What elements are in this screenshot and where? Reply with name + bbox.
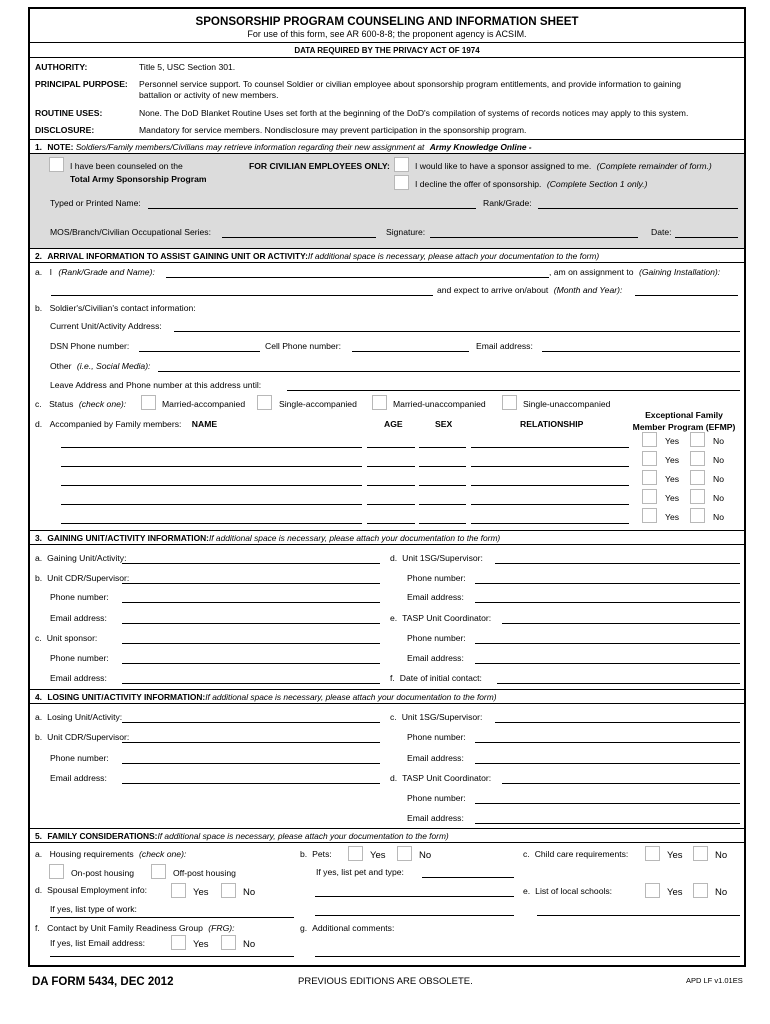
efmp-no-checkbox[interactable] <box>690 451 705 466</box>
efmp-yes-checkbox[interactable] <box>642 489 657 504</box>
s3-tasp-field[interactable] <box>502 623 740 624</box>
s3-sponsor: Unit sponsor: <box>46 633 98 643</box>
spouse-no: No <box>243 887 256 898</box>
s3-cdr-email-field[interactable] <box>122 623 380 624</box>
purpose-text-2: battalion or activity of new members. <box>139 90 279 100</box>
counseled-text: I have been counseled on the <box>70 161 183 171</box>
family-sex-field[interactable] <box>419 447 466 448</box>
schools-yes-checkbox[interactable] <box>645 883 660 898</box>
s2-rank-name-field[interactable] <box>166 277 549 278</box>
mos-field[interactable] <box>222 237 376 238</box>
want-sponsor-text: I would like to have a sponsor assigned to me. <box>415 161 592 171</box>
s4-cdr-email-field[interactable] <box>122 783 380 784</box>
s4-cdr-phone: Phone number: <box>50 753 109 763</box>
frg-no: No <box>243 939 256 950</box>
name-label: Typed or Printed Name: <box>50 198 141 208</box>
accompanied-label: Accompanied by Family members: <box>49 419 182 429</box>
s4-d: d. <box>390 773 398 783</box>
schools-field[interactable] <box>537 915 740 916</box>
s3-tasp-phone-field[interactable] <box>475 643 740 644</box>
rank-field[interactable] <box>538 208 738 209</box>
efmp-yes-checkbox[interactable] <box>642 451 657 466</box>
status-married-unaccompanied-checkbox[interactable] <box>372 395 387 410</box>
col-name: NAME <box>191 419 218 429</box>
privacy-heading: DATA REQUIRED BY THE PRIVACY ACT OF 1974 <box>294 46 480 55</box>
pets-no: No <box>419 850 432 861</box>
s2-b-label: b. <box>35 303 43 313</box>
frg-no-checkbox[interactable] <box>221 935 236 950</box>
email-label: Email address: <box>476 341 533 351</box>
s4-cdr-email: Email address: <box>50 773 107 783</box>
s5-f: f. <box>35 923 40 933</box>
col-relationship: RELATIONSHIP <box>520 419 584 429</box>
efmp-no-checkbox[interactable] <box>690 508 705 523</box>
efmp-heading-1: Exceptional Family <box>645 410 723 420</box>
current-unit-field[interactable] <box>174 331 740 332</box>
disclosure-text: Mandatory for service members. Nondisclosure may prevent participation in the sponsorship program. <box>139 125 527 135</box>
s3-b: b. <box>35 573 43 583</box>
s4-tasp: TASP Unit Coordinator: <box>402 773 492 783</box>
s3-cdr: Unit CDR/Supervisor: <box>47 573 130 583</box>
authority-label: AUTHORITY: <box>35 62 88 72</box>
s5-b: b. <box>300 849 308 859</box>
want-sponsor-checkbox[interactable] <box>394 157 409 172</box>
leave-field[interactable] <box>287 390 740 391</box>
purpose-label: PRINCIPAL PURPOSE: <box>35 79 128 89</box>
pets-no-checkbox[interactable] <box>397 846 412 861</box>
child-care-label: Child care requirements: <box>534 849 629 859</box>
s4-1sg-phone-field[interactable] <box>475 742 740 743</box>
s3-title-note: If additional space is necessary, please attach your documentation to the form) <box>208 533 501 543</box>
date-label: Date: <box>651 227 672 237</box>
s5-a: a. <box>35 849 43 859</box>
s3-gaining-unit-field[interactable] <box>122 563 380 564</box>
pets-yes-checkbox[interactable] <box>348 846 363 861</box>
status-single-unaccompanied: Single-unaccompanied <box>523 399 611 409</box>
s2-a-arrive: and expect to arrive on/about <box>437 285 549 295</box>
s4-tasp-field[interactable] <box>502 783 740 784</box>
schools-no-checkbox[interactable] <box>693 883 708 898</box>
s5-e: e. <box>523 886 531 896</box>
obsolete-notice: PREVIOUS EDITIONS ARE OBSOLETE. <box>298 976 473 987</box>
s3-c: c. <box>35 633 42 643</box>
efmp-no-label: No <box>713 493 724 503</box>
family-sex-field[interactable] <box>419 485 466 486</box>
decline-text: I decline the offer of sponsorship. <box>415 179 542 189</box>
frg-abbr: (FRG): <box>208 923 235 933</box>
s4-losing-unit: Losing Unit/Activity: <box>47 712 123 722</box>
child-care-yes: Yes <box>667 850 683 861</box>
efmp-no-label: No <box>713 474 724 484</box>
name-field[interactable] <box>148 208 476 209</box>
other-field[interactable] <box>158 371 740 372</box>
mos-label: MOS/Branch/Civilian Occupational Series: <box>50 227 211 237</box>
s3-f: f. <box>390 673 395 683</box>
on-post-label: On-post housing <box>71 868 135 878</box>
dsn-field[interactable] <box>139 351 260 352</box>
frg-yes-checkbox[interactable] <box>171 935 186 950</box>
form-title: SPONSORSHIP PROGRAM COUNSELING AND INFORMATION SHEET <box>195 15 579 28</box>
family-relationship-field[interactable] <box>471 485 629 486</box>
s3-contact-date-field[interactable] <box>497 683 740 684</box>
off-post-label: Off-post housing <box>173 868 236 878</box>
s3-1sg: Unit 1SG/Supervisor: <box>402 553 483 563</box>
family-relationship-field[interactable] <box>471 523 629 524</box>
s4-title: LOSING UNIT/ACTIVITY INFORMATION: <box>47 692 206 702</box>
efmp-heading-2: Member Program (EFMP) <box>632 422 736 432</box>
family-name-field[interactable] <box>61 485 362 486</box>
efmp-no-checkbox[interactable] <box>690 470 705 485</box>
s3-1sg-field[interactable] <box>495 563 740 564</box>
date-field[interactable] <box>675 237 738 238</box>
on-post-checkbox[interactable] <box>49 864 64 879</box>
comments-label: Additional comments: <box>312 923 395 933</box>
s4-b: b. <box>35 732 43 742</box>
efmp-no-label: No <box>713 455 724 465</box>
family-sex-field[interactable] <box>419 466 466 467</box>
child-care-yes-checkbox[interactable] <box>645 846 660 861</box>
s3-tasp-email-field[interactable] <box>475 663 740 664</box>
family-age-field[interactable] <box>367 466 415 467</box>
efmp-yes-label: Yes <box>665 455 680 465</box>
work-list-field[interactable] <box>50 917 294 918</box>
decline-note: (Complete Section 1 only.) <box>546 179 648 189</box>
status-label: Status <box>49 399 74 409</box>
form-page <box>28 7 746 967</box>
routine-text: None. The DoD Blanket Routine Uses set forth at the beginning of the DoD's compilation of systems of records notices may apply to this system. <box>139 108 689 118</box>
email-field[interactable] <box>542 351 740 352</box>
spouse-yes: Yes <box>193 887 209 898</box>
form-id: DA FORM 5434, DEC 2012 <box>32 976 174 988</box>
efmp-yes-checkbox[interactable] <box>642 508 657 523</box>
s5-g: g. <box>300 923 308 933</box>
frg-yes: Yes <box>193 939 209 950</box>
authority-text: Title 5, USC Section 301. <box>139 62 236 72</box>
s3-cdr-email: Email address: <box>50 613 107 623</box>
program-text: Total Army Sponsorship Program <box>70 174 207 184</box>
pets-yes: Yes <box>370 850 386 861</box>
schools-label: List of local schools: <box>535 886 613 896</box>
status-check-one: (check one): <box>78 399 127 409</box>
pets-list-field-2[interactable] <box>315 896 514 897</box>
s3-1sg-email: Email address: <box>407 592 464 602</box>
housing-label: Housing requirements <box>49 849 134 859</box>
col-sex: SEX <box>435 419 453 429</box>
work-list-label: If yes, list type of work: <box>50 904 137 914</box>
s3-cdr-field[interactable] <box>122 583 380 584</box>
spouse-yes-checkbox[interactable] <box>171 883 186 898</box>
s4-tasp-email-field[interactable] <box>475 823 740 824</box>
s3-tasp: TASP Unit Coordinator: <box>402 613 492 623</box>
family-relationship-field[interactable] <box>471 466 629 467</box>
s3-1sg-phone-field[interactable] <box>475 583 740 584</box>
counseled-checkbox[interactable] <box>49 157 64 172</box>
schools-no: No <box>715 887 728 898</box>
efmp-yes-label: Yes <box>665 512 680 522</box>
cell-label: Cell Phone number: <box>265 341 341 351</box>
frg-email-label: If yes, list Email address: <box>50 938 146 948</box>
s4-1sg-field[interactable] <box>495 722 740 723</box>
family-age-field[interactable] <box>367 523 415 524</box>
s5-d: d. <box>35 885 43 895</box>
family-name-field[interactable] <box>61 504 362 505</box>
s3-d: d. <box>390 553 398 563</box>
s5-title-note: If additional space is necessary, please attach your documentation to the form) <box>157 831 449 841</box>
routine-label: ROUTINE USES: <box>35 108 103 118</box>
efmp-no-checkbox[interactable] <box>690 489 705 504</box>
s3-sponsor-phone: Phone number: <box>50 653 109 663</box>
s2-b-text: Soldier's/Civilian's contact information: <box>49 303 196 313</box>
family-age-field[interactable] <box>367 485 415 486</box>
family-name-field[interactable] <box>61 447 362 448</box>
signature-label: Signature: <box>386 227 426 237</box>
spouse-label: Spousal Employment info: <box>47 885 148 895</box>
s2-a-label: a. <box>35 267 43 277</box>
comments-field[interactable] <box>315 956 740 957</box>
s3-cdr-phone: Phone number: <box>50 592 109 602</box>
s3-tasp-email: Email address: <box>407 653 464 663</box>
child-care-no: No <box>715 850 728 861</box>
s2-c-label: c. <box>35 399 42 409</box>
leave-label: Leave Address and Phone number at this address until: <box>50 380 262 390</box>
status-single-unaccompanied-checkbox[interactable] <box>502 395 517 410</box>
off-post-checkbox[interactable] <box>151 864 166 879</box>
s3-sponsor-email: Email address: <box>50 673 107 683</box>
s2-a-i: I <box>49 267 52 277</box>
family-age-field[interactable] <box>367 504 415 505</box>
status-married-accompanied: Married-accompanied <box>162 399 246 409</box>
s2-title-note: If additional space is necessary, please attach your documentation to the form) <box>307 251 600 261</box>
decline-checkbox[interactable] <box>394 175 409 190</box>
s2-a-installation: (Gaining Installation): <box>638 267 721 277</box>
pets-list-field[interactable] <box>422 877 514 878</box>
civilian-label: FOR CIVILIAN EMPLOYEES ONLY: <box>249 161 390 171</box>
s3-num: 3. <box>35 533 42 543</box>
pets-list-field-3[interactable] <box>315 915 514 916</box>
s1-note-text: Soldiers/Family members/Civilians may retrieve information regarding their new assignment at <box>75 142 425 152</box>
s4-tasp-phone: Phone number: <box>407 793 466 803</box>
current-unit-label: Current Unit/Activity Address: <box>50 321 162 331</box>
pets-list-label: If yes, list pet and type: <box>316 867 404 877</box>
cell-field[interactable] <box>352 351 469 352</box>
s3-1sg-phone: Phone number: <box>407 573 466 583</box>
s3-gaining-unit: Gaining Unit/Activity: <box>47 553 127 563</box>
s4-tasp-phone-field[interactable] <box>475 803 740 804</box>
s3-sponsor-field[interactable] <box>122 643 380 644</box>
col-age: AGE <box>384 419 403 429</box>
status-single-accompanied: Single-accompanied <box>279 399 357 409</box>
frg-label: Contact by Unit Family Readiness Group <box>47 923 203 933</box>
s4-cdr-phone-field[interactable] <box>122 763 380 764</box>
want-sponsor-note: (Complete remainder of form.) <box>596 161 712 171</box>
efmp-no-label: No <box>713 436 724 446</box>
s4-num: 4. <box>35 692 42 702</box>
s5-num: 5. <box>35 831 42 841</box>
other-label: Other <box>50 361 72 371</box>
family-name-field[interactable] <box>61 466 362 467</box>
family-age-field[interactable] <box>367 447 415 448</box>
s2-a-month: (Month and Year): <box>553 285 623 295</box>
s2-title: ARRIVAL INFORMATION TO ASSIST GAINING UNIT OR ACTIVITY: <box>47 251 308 261</box>
frg-email-field[interactable] <box>50 956 294 957</box>
s1-note-link[interactable]: Army Knowledge Online - <box>429 142 532 152</box>
s1-num: 1. <box>35 142 42 152</box>
efmp-yes-checkbox[interactable] <box>642 470 657 485</box>
form-subtitle: For use of this form, see AR 600-8-8; the proponent agency is ACSIM. <box>247 29 527 39</box>
s3-cdr-phone-field[interactable] <box>122 602 380 603</box>
pets-label: Pets: <box>312 849 332 859</box>
s2-num: 2. <box>35 251 42 261</box>
s4-1sg: Unit 1SG/Supervisor: <box>401 712 483 722</box>
efmp-yes-label: Yes <box>665 493 680 503</box>
other-note: (i.e., Social Media): <box>76 361 151 371</box>
family-relationship-field[interactable] <box>471 504 629 505</box>
s4-cdr-field[interactable] <box>122 742 380 743</box>
family-sex-field[interactable] <box>419 523 466 524</box>
s3-sponsor-phone-field[interactable] <box>122 663 380 664</box>
status-married-unaccompanied: Married-unaccompanied <box>393 399 486 409</box>
s4-c: c. <box>390 712 397 722</box>
s3-1sg-email-field[interactable] <box>475 602 740 603</box>
family-sex-field[interactable] <box>419 504 466 505</box>
s4-1sg-email: Email address: <box>407 753 464 763</box>
s2-arrival-field[interactable] <box>635 295 738 296</box>
efmp-yes-checkbox[interactable] <box>642 432 657 447</box>
s4-a: a. <box>35 712 43 722</box>
s3-tasp-phone: Phone number: <box>407 633 466 643</box>
s3-a: a. <box>35 553 43 563</box>
s3-sponsor-email-field[interactable] <box>122 683 380 684</box>
family-name-field[interactable] <box>61 523 362 524</box>
schools-yes: Yes <box>667 887 683 898</box>
efmp-yes-label: Yes <box>665 436 680 446</box>
s4-losing-unit-field[interactable] <box>122 722 380 723</box>
efmp-yes-label: Yes <box>665 474 680 484</box>
dsn-label: DSN Phone number: <box>50 341 130 351</box>
s3-title: GAINING UNIT/ACTIVITY INFORMATION: <box>47 533 209 543</box>
s4-title-note: If additional space is necessary, please attach your documentation to the form) <box>205 692 497 702</box>
efmp-no-label: No <box>713 512 724 522</box>
s5-c: c. <box>523 849 530 859</box>
housing-check-one: (check one): <box>139 849 187 859</box>
purpose-text-1: Personnel service support. To counsel Soldier or civilian employee about sponsorship program entitlements, and provide information to gaining <box>139 79 682 89</box>
spouse-no-checkbox[interactable] <box>221 883 236 898</box>
s4-cdr: Unit CDR/Supervisor: <box>47 732 130 742</box>
s2-installation-field[interactable] <box>51 295 433 296</box>
s1-note-label: NOTE: <box>47 142 74 152</box>
s3-e: e. <box>390 613 398 623</box>
s4-tasp-email: Email address: <box>407 813 464 823</box>
child-care-no-checkbox[interactable] <box>693 846 708 861</box>
rank-label: Rank/Grade: <box>483 198 532 208</box>
s4-1sg-email-field[interactable] <box>475 763 740 764</box>
status-married-accompanied-checkbox[interactable] <box>141 395 156 410</box>
signature-field[interactable] <box>430 237 638 238</box>
s2-d-label: d. <box>35 419 43 429</box>
disclosure-label: DISCLOSURE: <box>35 125 95 135</box>
s5-title: FAMILY CONSIDERATIONS: <box>47 831 158 841</box>
efmp-no-checkbox[interactable] <box>690 432 705 447</box>
s3-contact-date: Date of initial contact: <box>399 673 482 683</box>
version-label: APD LF v1.01ES <box>686 976 743 985</box>
s2-a-rank-name: (Rank/Grade and Name): <box>58 267 155 277</box>
s4-1sg-phone: Phone number: <box>407 732 466 742</box>
family-relationship-field[interactable] <box>471 447 629 448</box>
s2-a-assignment: , am on assignment to <box>549 267 634 277</box>
status-single-accompanied-checkbox[interactable] <box>257 395 272 410</box>
